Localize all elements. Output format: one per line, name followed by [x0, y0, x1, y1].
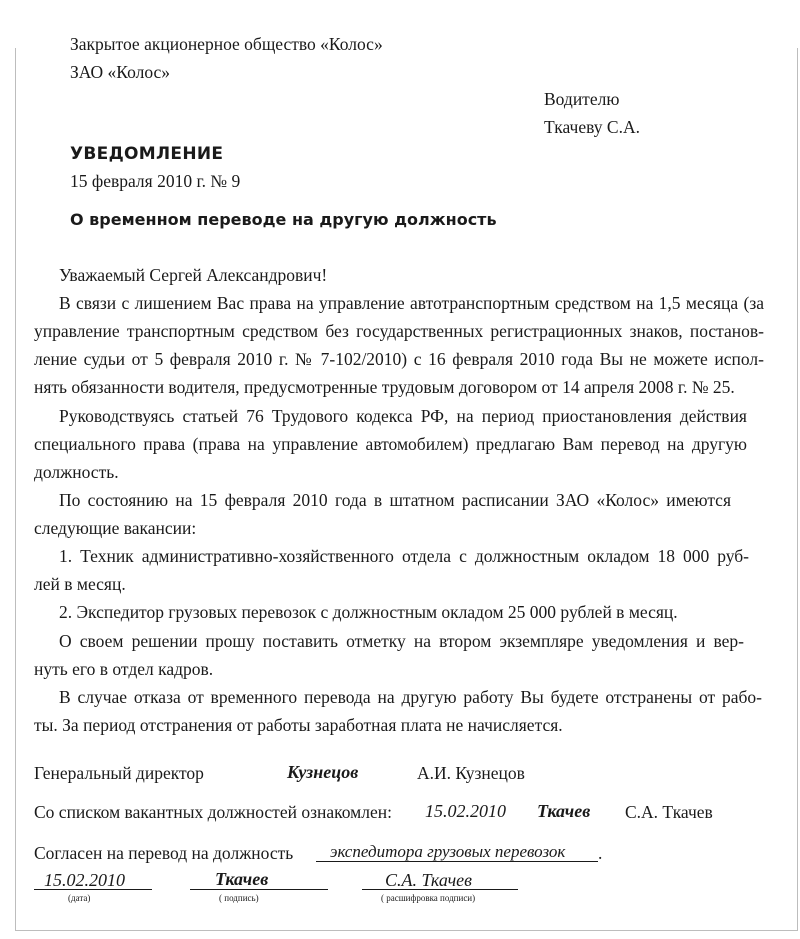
caption-name: ( расшифровка подписи) — [381, 893, 476, 903]
greeting: Уважаемый Сергей Александрович! — [59, 265, 328, 285]
document-subject: О временном переводе на другую должность — [70, 210, 497, 229]
recipient-position: Водителю — [544, 89, 620, 109]
org-short-name: ЗАО «Колос» — [70, 62, 171, 82]
body-line: В связи с лишением Вас права на управление автотранспортным средством на 1,5 месяца (за — [59, 293, 764, 313]
acknowledgement-name: С.А. Ткачев — [625, 802, 713, 822]
caption-date: (дата) — [68, 893, 91, 903]
director-signature: Кузнецов — [287, 762, 359, 782]
body-line: Руководствуясь статьей 76 Трудового кодекса РФ, на период приостановления действия — [59, 406, 747, 426]
body-line: нуть его в отдел кадров. — [34, 659, 214, 679]
consent-label: Согласен на перевод на должность — [34, 843, 294, 863]
consent-period: . — [598, 843, 603, 863]
document-title: УВЕДОМЛЕНИЕ — [70, 144, 224, 164]
body-line: О своем решении прошу поставить отметку на втором экземпляре уведомления и вер- — [59, 631, 744, 651]
caption-signature: ( подпись) — [219, 893, 259, 903]
body-line: По состоянию на 15 февраля 2010 года в штатном расписании ЗАО «Колос» имеются — [59, 490, 731, 510]
consent-name: С.А. Ткачев — [385, 870, 472, 890]
body-line: следующие вакансии: — [34, 518, 197, 538]
consent-date: 15.02.2010 — [44, 870, 125, 890]
body-line: 1. Техник административно-хозяйственного отдела с должностным окладом 18 000 руб- — [59, 546, 749, 566]
body-line: В случае отказа от временного перевода на другую работу Вы будете отстранены от рабо- — [59, 687, 762, 707]
org-full-name: Закрытое акционерное общество «Колос» — [70, 34, 383, 54]
acknowledgement-label: Со списком вакантных должностей ознакомлен: — [34, 802, 392, 822]
body-line: ление судьи от 5 февраля 2010 г. № 7-102/2010) с 16 февраля 2010 года Вы не можете испол- — [34, 349, 764, 369]
body-line: специального права (права на управление автомобилем) предлагаю Вам перевод на другую — [34, 434, 747, 454]
recipient-name: Ткачеву С.А. — [544, 117, 640, 137]
director-name: А.И. Кузнецов — [417, 763, 525, 783]
body-line: 2. Экспедитор грузовых перевозок с должностным окладом 25 000 рублей в месяц. — [59, 602, 678, 622]
body-line: управление транспортным средством без государственных регистрационных знаков, постанов- — [34, 321, 764, 341]
document-date-number: 15 февраля 2010 г. № 9 — [70, 171, 241, 191]
body-line: нять обязанности водителя, предусмотренные трудовым договором от 14 апреля 2008 г. № 25. — [34, 377, 735, 397]
consent-position: экспедитора грузовых перевозок — [330, 842, 566, 861]
consent-signature: Ткачев — [215, 869, 269, 889]
acknowledgement-signature: Ткачев — [537, 801, 591, 821]
acknowledgement-date: 15.02.2010 — [425, 801, 506, 821]
body-line: лей в месяц. — [34, 574, 126, 594]
body-line: ты. За период отстранения от работы заработная плата не начисляется. — [34, 715, 563, 735]
body-line: должность. — [34, 462, 119, 482]
director-title: Генеральный директор — [34, 763, 204, 783]
